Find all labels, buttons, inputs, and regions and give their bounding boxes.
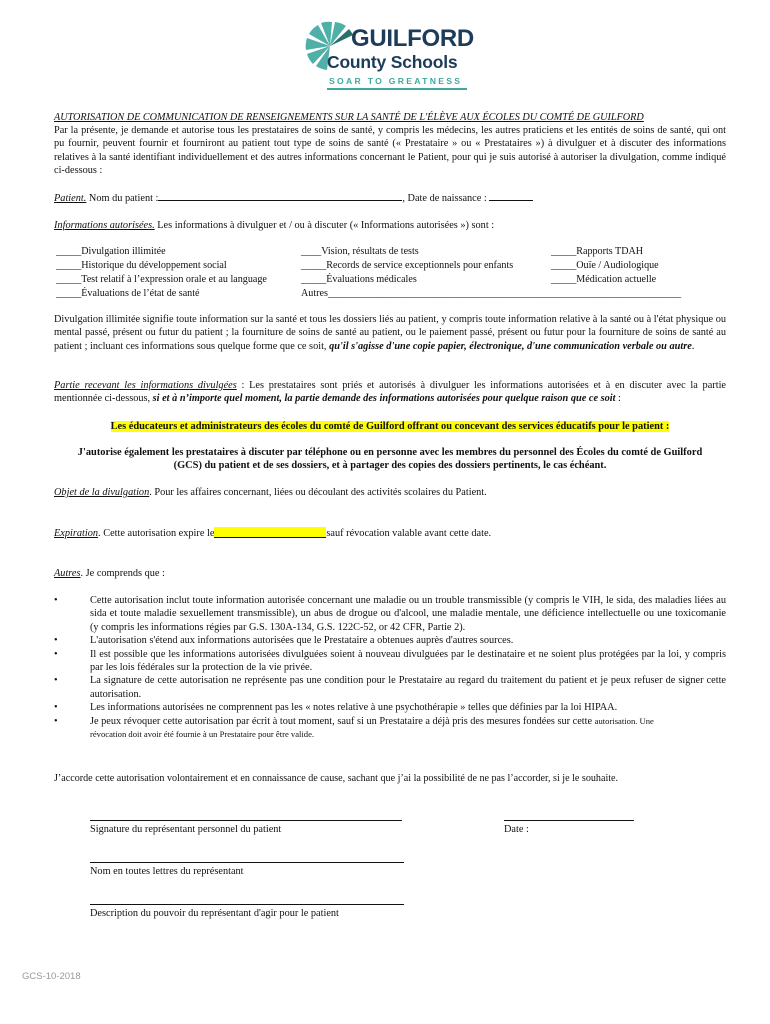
expiration-end: sauf révocation valable avant cette date. — [326, 528, 492, 539]
receiving-party-emphasis: si et à n’importe quel moment, la partie demande des informations autorisées pour quelque raison que ce soit — [152, 393, 616, 405]
voluntary-statement: J’accorde cette autorisation volontairement et en connaissance de cause, sachant que j’ai la possibilité de ne pas l’accorder, si je le souhaite. — [54, 773, 619, 784]
list-item-small-text-2: révocation doit avoir été fournie à un Prestataire pour être valide. — [90, 729, 315, 740]
authorized-info-label: Informations autorisées. — [54, 220, 155, 231]
option-health-assessments[interactable]: _____Évaluations de l’état de santé — [56, 288, 200, 299]
list-item-text: Cette autorisation inclut toute information autorisée concernant une maladie ou un trouble transmissible (y compris le VIH, le sida, des maladies liées au sida et toute maladie sexuellement transmissible), un abus de drogue ou d'alcool, une maladie mentale, une déficience intellectuelle ou une toxicomanie (y compris les informations régies par G.S. 130A-134, G.S. 122C-52, or 42 CFR, Partie 2). — [90, 595, 726, 633]
educators-line — [54, 420, 726, 433]
bullet-icon: • — [54, 595, 58, 606]
unlimited-disclosure-definition — [54, 313, 726, 353]
list-item-text: Les informations autorisées ne comprennent pas les « notes relative à une psychothérapie » telles que définies par la loi HIPAA. — [90, 702, 618, 714]
form-title: AUTORISATION DE COMMUNICATION DE RENSEIGNEMENTS SUR LA SANTÉ DE L'ÉLÈVE AUX ÉCOLES DU COMTÉ DE GUILFORD — [54, 112, 644, 123]
options-column-1 — [56, 245, 267, 301]
option-speech-language-test[interactable]: _____Test relatif à l’expression orale et au language — [56, 274, 267, 285]
understanding-list — [54, 594, 726, 741]
patient-name-field[interactable] — [158, 192, 402, 201]
logo-word-guilford: GUILFORD — [351, 25, 474, 52]
authorized-info-text: Les informations à divulguer et / ou à discuter (« Informations autorisées ») sont : — [154, 220, 495, 231]
form-code: GCS-10-2018 — [22, 971, 81, 982]
list-item — [54, 674, 726, 701]
signature-field[interactable] — [90, 820, 402, 821]
patient-line — [54, 192, 533, 205]
logo-divider — [327, 88, 467, 90]
list-item — [54, 701, 726, 714]
receiving-party-end: : — [615, 393, 621, 405]
dob-label: , Date de naissance : — [402, 193, 490, 204]
option-adhd-reports[interactable]: _____Rapports TDAH — [551, 246, 644, 257]
expiration-line — [54, 527, 491, 540]
bullet-icon: • — [54, 635, 58, 647]
authority-description-field[interactable] — [90, 904, 404, 905]
date-label: Date : — [504, 824, 529, 835]
option-current-medication[interactable]: _____Médication actuelle — [551, 274, 657, 285]
logo-tagline: SOAR TO GREATNESS — [329, 76, 463, 86]
list-item — [54, 594, 726, 634]
others-text: . Je comprends que : — [80, 568, 165, 579]
printed-name-label: Nom en toutes lettres du représentant — [90, 866, 244, 877]
expiration-date-field[interactable] — [214, 527, 326, 538]
option-hearing-audiology[interactable]: _____Ouïe / Audiologique — [551, 260, 659, 271]
option-unlimited-disclosure[interactable]: _____Divulgation illimitée — [56, 246, 166, 257]
receiving-party-text: : Les prestataires sont priés et autorisés à divulguer les informations autorisées et à en discuter avec la partie mentionnée ci-dessous, — [54, 380, 726, 405]
option-medical-evaluations[interactable]: _____Évaluations médicales — [301, 274, 417, 285]
authority-description-label: Description du pouvoir du représentant d'agir pour le patient — [90, 908, 339, 919]
bullet-icon: • — [54, 715, 58, 727]
list-item-text: L'autorisation s'étend aux informations autorisées que le Prestataire a obtenues auprès d'autres sources. — [90, 635, 514, 647]
logo-word-county-schools: County Schools — [327, 52, 458, 72]
signature-label: Signature du représentant personnel du patient — [90, 824, 282, 835]
purpose-line — [54, 486, 487, 499]
purpose-text: . Pour les affaires concernant, liées ou découlant des activités scolaires du Patient. — [149, 487, 487, 498]
list-item-text: Il est possible que les informations autorisées divulguées soient à nouveau divulguées par le destinataire et ne soient plus protégées par la loi, y compris par les lois fédérales sur la protection de la vie privée. — [90, 648, 726, 674]
list-item — [54, 648, 726, 675]
dob-field[interactable] — [489, 192, 533, 201]
purpose-label: Objet de la divulgation — [54, 487, 150, 498]
intro-paragraph: Par la présente, je demande et autorise tous les prestataires de soins de santé, y compris les médecins, les autres praticiens et les entités de soins de santé, qui ont pu fournir, peuvent fournir et fourniront au patient tout type de soins de santé (« Prestataire » ou « Prestataires ») à divulguer et à discuter des informations relatives à la santé identifiant individuellement et des autres informations concernant le Patient, pour qui je suis autorisé à autoriser la divulgation, comme indiqué ci-dessous : — [54, 125, 726, 177]
receiving-party-paragraph — [54, 379, 726, 406]
list-item-text: Je peux révoquer cette autorisation par écrit à tout moment, sauf si un Prestataire a déjà pris des mesures fondées sur cette — [90, 715, 595, 727]
bullet-icon: • — [54, 675, 58, 687]
option-vision-test-results[interactable]: ____Vision, résultats de tests — [301, 246, 419, 257]
option-other[interactable]: Autres______________________________________________________________________ — [301, 288, 682, 299]
bullet-icon: • — [54, 702, 58, 714]
expiration-label: Expiration — [54, 528, 99, 539]
guilford-logo — [305, 20, 477, 94]
educators-highlight: Les éducateurs et administrateurs des écoles du comté de Guilford offrant ou concevant des services éducatifs pour le patient : — [110, 421, 670, 432]
receiving-party-label: Partie recevant les informations divulgées — [54, 380, 237, 391]
bullet-icon: • — [54, 648, 58, 660]
list-item-small-text: autorisation. Une — [594, 715, 654, 726]
option-exceptional-children-records[interactable]: _____Records de service exceptionnels pour enfants — [301, 260, 514, 271]
option-social-history[interactable]: _____Historique du développement social — [56, 260, 227, 271]
list-item — [54, 715, 726, 742]
expiration-text: . Cette autorisation expire le — [98, 528, 215, 539]
list-item-text: La signature de cette autorisation ne représente pas une condition pour le Prestataire au regard du traitement du patient et je peux refuser de signer cette autorisation. — [90, 675, 726, 700]
patient-label: Patient. — [54, 193, 87, 204]
date-field[interactable] — [504, 820, 634, 821]
authorized-info-line — [54, 219, 494, 232]
options-column-3 — [551, 245, 659, 287]
list-item — [54, 634, 726, 647]
patient-name-label: Nom du patient : — [86, 193, 159, 204]
others-line — [54, 567, 165, 580]
unlimited-emphasis: qu'il s'agisse d'une copie papier, électronique, d'une communication verbale ou autre — [329, 340, 692, 352]
unlimited-end: . — [691, 340, 695, 352]
printed-name-field[interactable] — [90, 862, 404, 863]
unlimited-text: Divulgation illimitée signifie toute information sur la santé et tous les dossiers liés au patient, y compris toute information relative à la santé ou à l'état physique ou mental passé, présent ou futur du patient ; la fourniture de soins de santé au patient, ou le paiement passé, présent ou futur pour la fourniture de soins de santé au patient ; incluant ces informations sous quelque forme que ce soit, — [54, 314, 726, 352]
phone-authorization-paragraph: J'autorise également les prestataires à discuter par téléphone ou en personne avec les membres du personnel des Écoles du comté de Guilford (GCS) du patient et de ses dossiers, et à partager des copies des dossiers pertinents, le cas échéant. — [77, 447, 703, 472]
others-label: Autres — [54, 568, 81, 579]
